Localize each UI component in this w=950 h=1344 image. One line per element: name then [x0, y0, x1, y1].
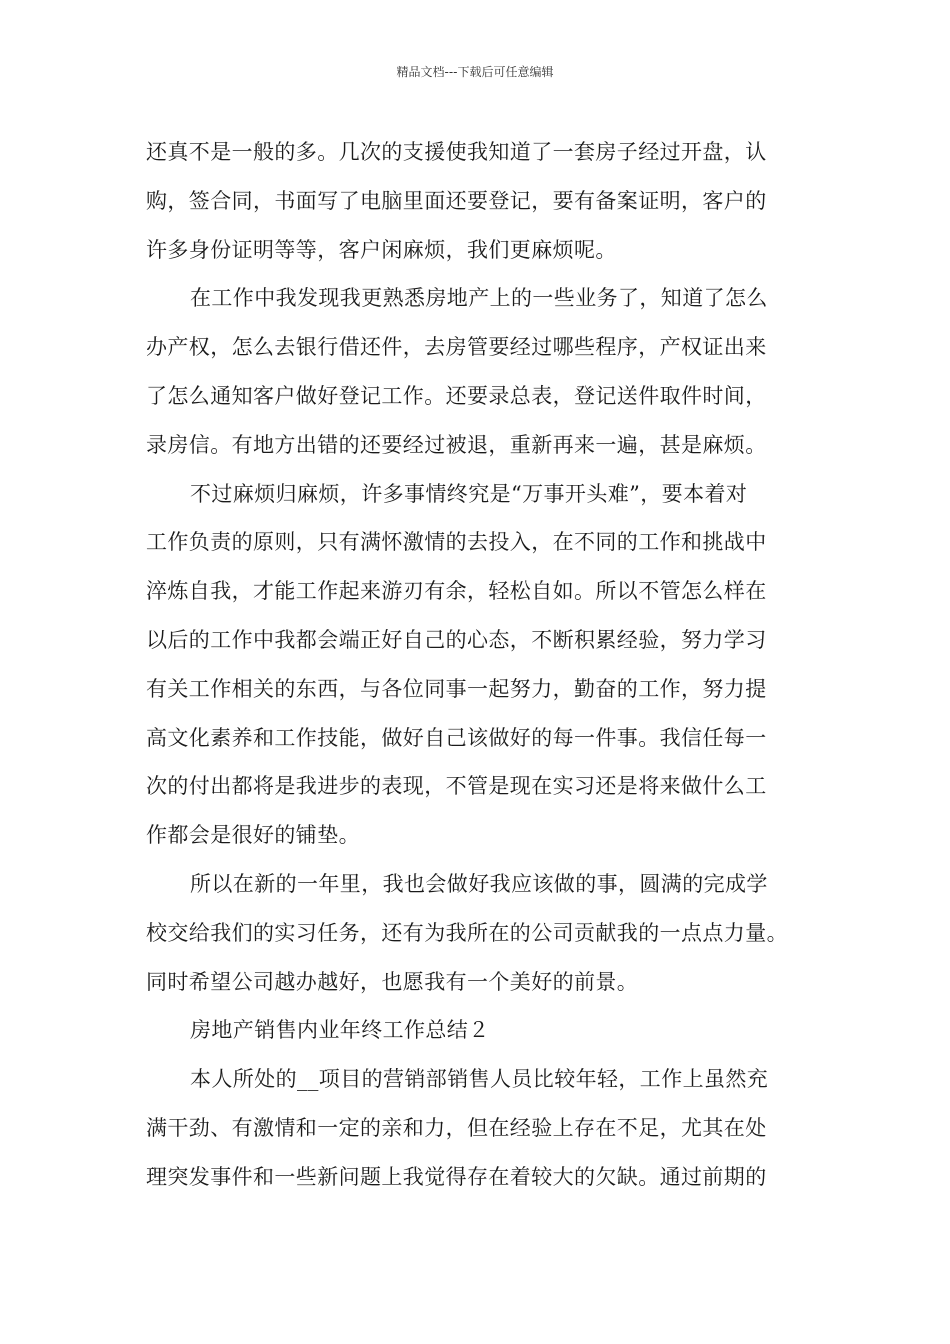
text-line: 次的付出都将是我进步的表现，不管是现在实习还是将来做什么工	[146, 774, 767, 799]
text-line: 录房信。有地方出错的还要经过被退，重新再来一遍，甚是麻烦。	[146, 432, 767, 457]
paragraph-5	[146, 1055, 814, 1201]
text-line: 办产权，怎么去银行借还件，去房管要经过哪些程序，产权证出来	[146, 335, 767, 360]
text-line: 工作负责的原则，只有满怀激情的去投入，在不同的工作和挑战中	[146, 530, 767, 555]
text-line: 满干劲、有激情和一定的亲和力，但在经验上存在不足，尤其在处	[146, 1115, 767, 1140]
section-title: 房地产销售内业年终工作总结２	[190, 1018, 490, 1043]
section-heading	[146, 1006, 814, 1055]
text-line: 了怎么通知客户做好登记工作。还要录总表，登记送件取件时间，	[146, 383, 767, 408]
page-header: 精品文档---下载后可任意编辑	[396, 65, 554, 79]
paragraph-4	[146, 860, 814, 1006]
document-body	[146, 128, 814, 1202]
text-line: 所以在新的一年里，我也会做好我应该做的事，圆满的完成学	[190, 871, 768, 896]
text-line: 不过麻烦归麻烦，许多事情终究是“万事开头难”，要本着对	[190, 481, 748, 506]
text-line: 本人所处的__项目的营销部销售人员比较年轻，工作上虽然充	[190, 1067, 769, 1092]
text-line: 在工作中我发现我更熟悉房地产上的一些业务了，知道了怎么	[190, 286, 768, 311]
text-line: 淬炼自我，才能工作起来游刃有余，轻松自如。所以不管怎么样在	[146, 579, 767, 604]
text-line: 购，签合同，书面写了电脑里面还要登记，要有备案证明，客户的	[146, 188, 767, 213]
paragraph-1	[146, 128, 814, 274]
text-line: 校交给我们的实习任务，还有为我所在的公司贡献我的一点点力量。	[146, 920, 788, 945]
text-line: 同时希望公司越办越好，也愿我有一个美好的前景。	[146, 969, 639, 994]
text-line: 作都会是很好的铺垫。	[146, 823, 360, 848]
paragraph-3	[146, 470, 814, 860]
text-line: 以后的工作中我都会端正好自己的心态，不断积累经验，努力学习	[146, 627, 767, 652]
text-line: 还真不是一般的多。几次的支援使我知道了一套房子经过开盘，认	[146, 140, 767, 164]
text-line: 有关工作相关的东西，与各位同事一起努力，勤奋的工作，努力提	[146, 676, 767, 701]
paragraph-2	[146, 274, 814, 469]
text-line: 许多身份证明等等，客户闲麻烦，我们更麻烦呢。	[146, 237, 617, 262]
text-line: 理突发事件和一些新问题上我觉得存在着较大的欠缺。通过前期的	[146, 1164, 767, 1189]
text-line: 高文化素养和工作技能，做好自己该做好的每一件事。我信任每一	[146, 725, 767, 750]
